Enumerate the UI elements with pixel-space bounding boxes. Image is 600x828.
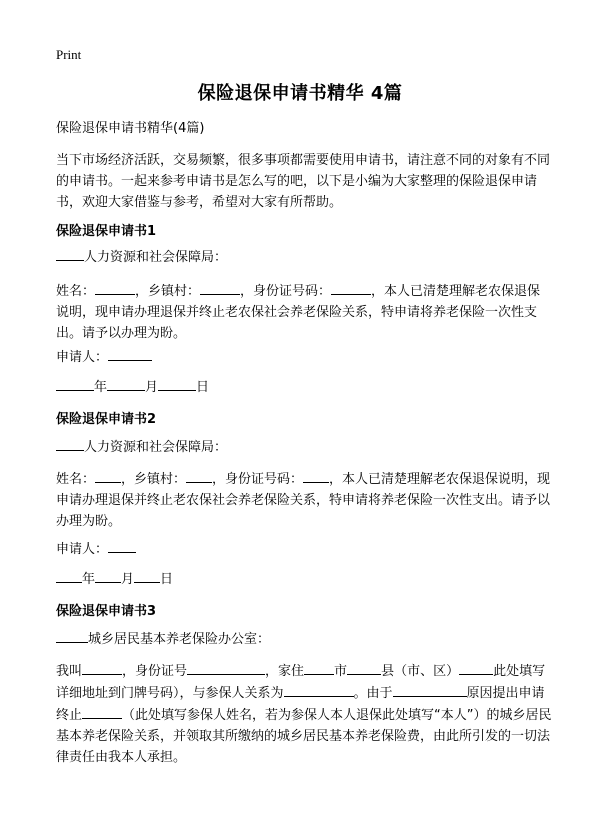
blank-field [284,682,354,697]
letter-2-addressee: 人力资源和社会保障局： [56,436,552,458]
blank-field [56,436,84,451]
document-title: 保险退保申请书精华 4篇 [197,83,403,104]
blank-field [82,660,122,675]
blank-field [108,346,152,361]
blank-field [459,660,493,675]
letter-3-heading: 保险退保申请书3 [56,604,157,619]
blank-field [108,538,136,553]
blank-field [304,660,334,675]
letter-1-addressee: 人力资源和社会保障局： [56,246,552,268]
letter-1-applicant: 申请人： [56,346,552,368]
intro-paragraph: 当下市场经济活跃，交易频繁，很多事项都需要使用申请书，请注意不同的对象有不同的申请书。一起来参考申请书是怎么写的吧，以下是小编为大家整理的保险退保申请书，欢迎大家借鉴与参考，希望对大家有所帮助。 [56,153,551,210]
blank-field [187,660,265,675]
letter-1-heading: 保险退保申请书1 [56,224,157,239]
letter-3-addressee: 城乡居民基本养老保险办公室： [56,628,552,650]
letter-2-applicant: 申请人： [56,538,552,560]
blank-field [393,682,467,697]
blank-field [347,660,381,675]
letter-1-date: 年 月 日 [56,376,552,398]
blank-field [56,568,82,583]
letter-3-body: 我叫 ，身份证号 ，家住 市 县（市、区） 此处填写详细地址到门牌号码），与参保人关系为 。由于 原因提出申请终止 （此处填写参保人姓名，若为参保人本人退保此处填写“本人”）的城乡居民基本养老保险关系，并领取其所缴纳的城乡居民基本养老保险费，由此所引发的一切法律责任由我本人承担。 [56,660,552,768]
letter-1-body: 姓名： ，乡镇村： ，身份证号码： ，本人已清楚理解老农保退保说明，现申请办理退保并终止老农保社会养老保险关系，特申请将养老保险一次性支出。请予以办理为盼。 [56,280,552,344]
blank-field [82,704,122,719]
blank-field [134,568,160,583]
letter-2-body: 姓名： ，乡镇村： ，身份证号码： ，本人已清楚理解老农保退保说明，现申请办理退保并终止老农保社会养老保险关系，特申请将养老保险一次性支出。请予以办理为盼。 [56,468,552,532]
letter-2-date: 年 月 日 [56,568,552,590]
blank-field [95,468,121,483]
blank-field [95,280,135,295]
blank-field [158,376,196,391]
print-link[interactable]: Print [56,47,82,62]
blank-field [186,468,212,483]
blank-field [95,568,121,583]
blank-field [107,376,145,391]
blank-field [56,628,88,643]
blank-field [303,468,329,483]
blank-field [56,246,84,261]
blank-field [56,376,94,391]
document-subtitle: 保险退保申请书精华(4篇) [56,121,205,136]
blank-field [331,280,371,295]
blank-field [200,280,240,295]
letter-2-heading: 保险退保申请书2 [56,412,157,427]
